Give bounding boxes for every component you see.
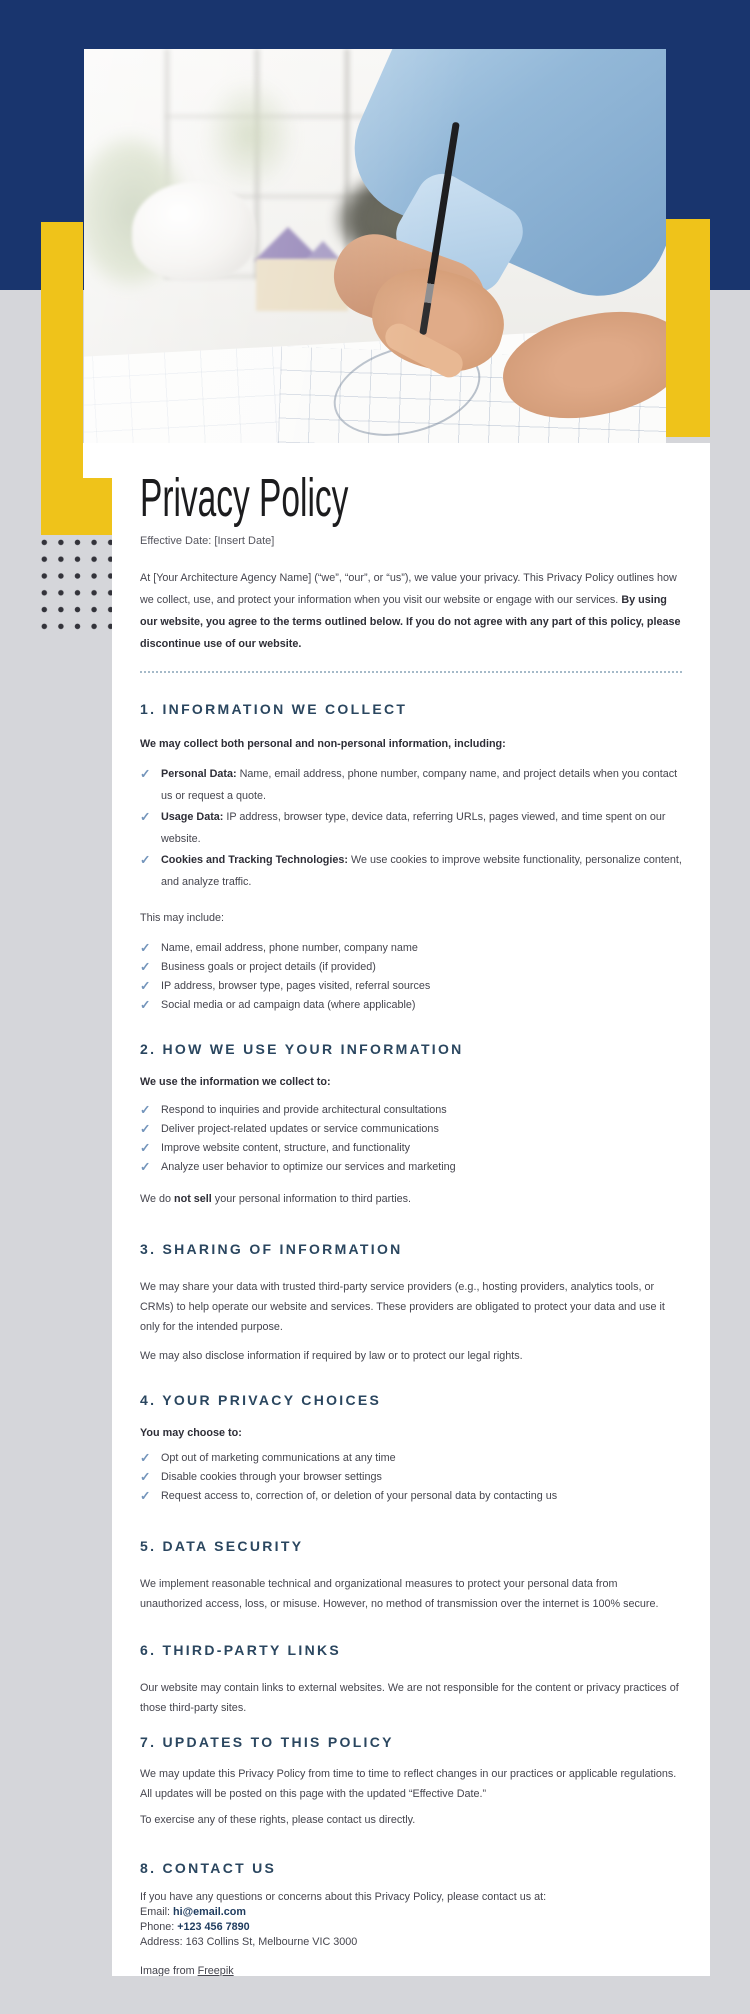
bullet-list (140, 1449, 682, 1506)
section-paragraph: Our website may contain links to external websites. We are not responsible for the content or privacy practices of those third-party sites. (140, 1681, 679, 1714)
check-icon: ✓ (140, 940, 151, 955)
check-icon: ✓ (140, 853, 151, 867)
architect-photo (84, 49, 666, 443)
image-credit (140, 1964, 682, 1976)
list-item (140, 807, 682, 850)
page-title: Privacy Policy (140, 468, 349, 528)
section-sharing (140, 1239, 682, 1366)
section-heading: 2. HOW WE USE YOUR INFORMATION (140, 1040, 464, 1057)
content-card (112, 443, 710, 1976)
card-top-notch (83, 443, 112, 478)
check-icon: ✓ (140, 1121, 151, 1136)
list-item (140, 764, 682, 807)
section-lead: We use the information we collect to: (140, 1075, 331, 1088)
section-paragraph: To exercise any of these rights, please contact us directly. (140, 1813, 416, 1826)
section-privacy-choices (140, 1390, 682, 1506)
intro-paragraph (140, 567, 682, 655)
section-heading: 1. INFORMATION WE COLLECT (140, 701, 408, 717)
intro-text: At [Your Architecture Agency Name] (“we”, “our”, or “us”), we value your privacy. This Privacy Policy outlines how we collect, use, and protect your information when you visit our website or engage with our services. (140, 572, 677, 606)
section-lead: You may choose to: (140, 1426, 242, 1439)
list-item-text: Improve website content, structure, and functionality (161, 1141, 411, 1154)
effective-date: Effective Date: [Insert Date] (140, 535, 275, 547)
list-item (140, 939, 682, 958)
bullet-list (140, 1101, 682, 1177)
section-paragraph: We may share your data with trusted third-party service providers (e.g., hosting providers, analytics tools, or CRMs) to help operate our website and services. These providers are obligated to protect your data and use it only for the intended purpose. (140, 1280, 665, 1333)
dots-pattern (36, 534, 120, 635)
section-paragraph: We may also disclose information if required by law or to protect our legal rights. (140, 1349, 523, 1362)
list-item (140, 1449, 682, 1468)
list-item (140, 958, 682, 977)
list-item-text: Analyze user behavior to optimize our services and marketing (161, 1160, 456, 1173)
intro-bold-text: By using our website, you agree to the terms outlined below. If you do not agree with any part of this policy, please discontinue use of our website. (140, 594, 681, 650)
check-icon: ✓ (140, 1450, 151, 1465)
check-icon: ✓ (140, 959, 151, 974)
no-sell-note: We do not sell your personal information to third parties. (140, 1192, 412, 1205)
list-item (140, 1139, 682, 1158)
list-item (140, 1487, 682, 1506)
list-item-text: Opt out of marketing communications at any time (161, 1451, 396, 1464)
check-icon: ✓ (140, 1159, 151, 1174)
list-item (140, 1101, 682, 1120)
section-paragraph: We may update this Privacy Policy from time to time to reflect changes in our practices or applicable regulations. All updates will be posted on this page with the updated “Effective Date.” (140, 1767, 677, 1800)
list-item-text: Social media or ad campaign data (where applicable) (161, 998, 416, 1011)
list-item-text: Usage Data: IP address, browser type, device data, referring URLs, pages viewed, and time spent on our website. (161, 811, 666, 845)
list-item-text: Disable cookies through your browser settings (161, 1470, 382, 1483)
list-item-text: Deliver project-related updates or service communications (161, 1122, 439, 1135)
section-heading: 3. SHARING OF INFORMATION (140, 1240, 403, 1257)
credit-text: Image from (140, 1964, 198, 1976)
check-icon: ✓ (140, 1469, 151, 1484)
yellow-accent-bar-right (666, 219, 710, 437)
list-item-text: IP address, browser type, pages visited, referral sources (161, 979, 431, 992)
section-data-security (140, 1536, 682, 1614)
dotted-divider (140, 671, 682, 673)
check-icon: ✓ (140, 1102, 151, 1117)
list-item (140, 1468, 682, 1487)
list-item-text: Respond to inquiries and provide architectural consultations (161, 1103, 447, 1116)
section-heading: 8. CONTACT US (140, 1859, 277, 1876)
list-item (140, 977, 682, 996)
check-icon: ✓ (140, 1488, 151, 1503)
section-information-we-collect (140, 699, 682, 1015)
contact-intro: If you have any questions or concerns about this Privacy Policy, please contact us at: (140, 1890, 547, 1903)
section-lead: We may collect both personal and non-personal information, including: (140, 738, 506, 750)
yellow-accent-block-left (41, 478, 112, 535)
check-icon: ✓ (140, 997, 151, 1012)
list-item-text: Cookies and Tracking Technologies: We use cookies to improve website functionality, personalize content, and analyze traffic. (161, 854, 682, 888)
email-label: Email: (140, 1906, 173, 1918)
section-contact-us (140, 1858, 682, 1976)
check-icon: ✓ (140, 810, 151, 824)
section-paragraph: We implement reasonable technical and organizational measures to protect your personal data from unauthorized access, loss, or misuse. However, no method of transmission over the internet is 100% secure. (140, 1577, 659, 1610)
photo-light-wash (84, 49, 666, 443)
section-how-we-use (140, 1039, 682, 1209)
section-updates (140, 1732, 682, 1830)
check-icon: ✓ (140, 978, 151, 993)
list-item (140, 1158, 682, 1177)
contact-block (140, 1890, 682, 1951)
email-value: hi@email.com (173, 1906, 246, 1918)
section-heading: 6. THIRD-PARTY LINKS (140, 1641, 342, 1658)
list-item (140, 996, 682, 1015)
list-item-text: Personal Data: Name, email address, phone number, company name, and project details when you contact us or request a quote. (161, 768, 678, 802)
list-item (140, 850, 682, 893)
list-item-text: Request access to, correction of, or deletion of your personal data by contacting us (161, 1489, 558, 1502)
bullet-list (140, 939, 682, 1015)
list-item (140, 1120, 682, 1139)
check-icon: ✓ (140, 1140, 151, 1155)
address-value: Address: 163 Collins St, Melbourne VIC 3000 (140, 1936, 358, 1949)
phone-label: Phone: (140, 1921, 178, 1934)
section-heading: 4. YOUR PRIVACY CHOICES (140, 1391, 382, 1408)
section-heading: 5. DATA SECURITY (140, 1537, 304, 1554)
sub-lead: This may include: (140, 912, 225, 924)
section-third-party-links (140, 1640, 682, 1718)
list-item-text: Name, email address, phone number, company name (161, 941, 418, 954)
phone-value: +123 456 7890 (177, 1921, 250, 1934)
list-item-text: Business goals or project details (if provided) (161, 960, 376, 973)
check-icon: ✓ (140, 767, 151, 781)
bullet-list (140, 764, 682, 893)
section-heading: 7. UPDATES TO THIS POLICY (140, 1733, 394, 1750)
freepik-link[interactable]: Freepik (197, 1964, 234, 1976)
